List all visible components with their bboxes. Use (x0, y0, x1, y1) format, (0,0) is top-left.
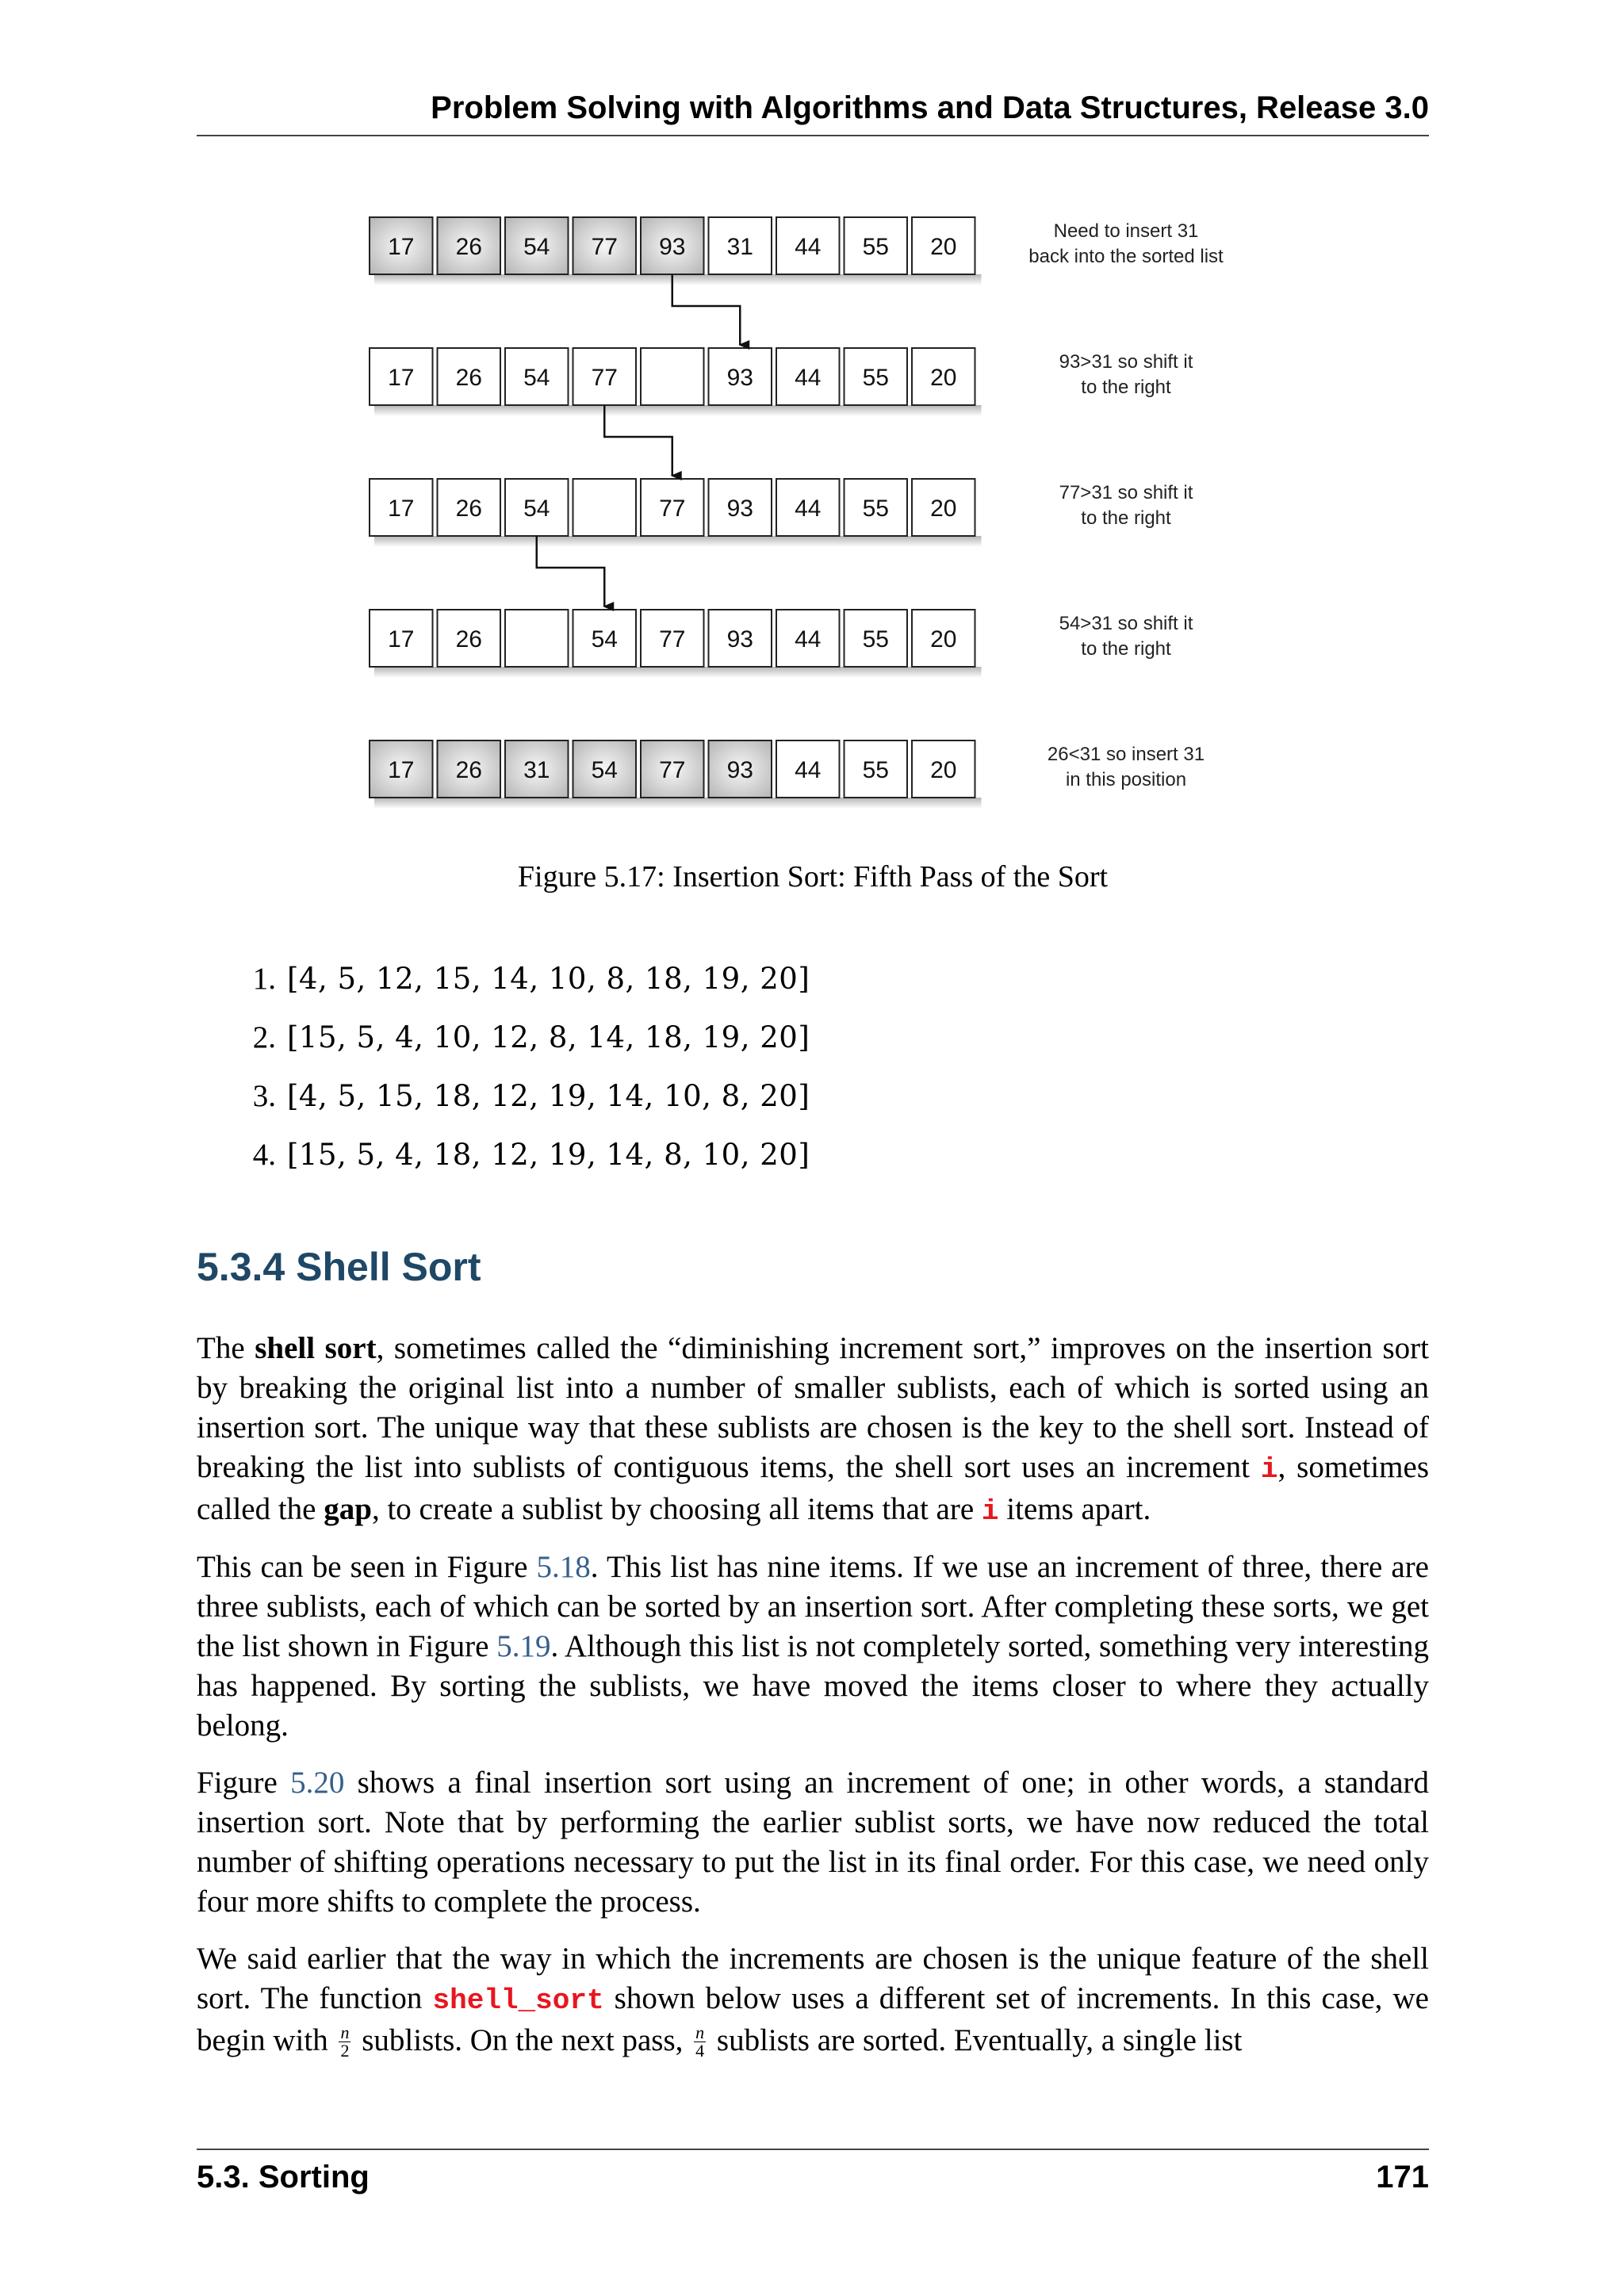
paragraph-sublists (197, 1548, 1429, 1746)
fraction-n-over-4 (694, 2024, 706, 2060)
figure-row (370, 217, 1224, 285)
cell-value: 44 (795, 626, 822, 652)
code-increment-i: i (981, 1495, 999, 1528)
term-shell-sort: shell sort (255, 1331, 377, 1365)
cell-value: 17 (388, 626, 415, 652)
step-annotation: 93>31 so shift it (1059, 351, 1193, 373)
cell-value: 55 (862, 234, 889, 260)
paragraph-final-insertion (197, 1763, 1429, 1922)
fraction-denominator: 4 (695, 2040, 705, 2061)
text-run: sublists are sorted. Eventually, a single list (709, 2023, 1243, 2057)
row-shadow (374, 667, 982, 678)
option-number: 3. (252, 1079, 276, 1113)
cell-value: 17 (388, 234, 415, 260)
list-cell (641, 348, 704, 405)
option-value: [4, 5, 15, 18, 12, 19, 14, 10, 8, 20] (287, 1079, 810, 1113)
text-run: shows a final insertion sort using an increment of one; in other words, a standard insertion sort. Note that by performing the earlier sublist sorts, we have now reduced the total number of shifting operations necessary to put the list in its final order. For this case, we need only four more shifts to complete the process. (197, 1766, 1429, 1919)
cell-value: 55 (862, 365, 889, 391)
step-annotation: to the right (1081, 638, 1171, 660)
cell-value: 54 (523, 365, 550, 391)
cell-value: 17 (388, 757, 415, 783)
row-shadow (374, 405, 982, 416)
row-shadow (374, 798, 982, 809)
cell-value: 44 (795, 757, 822, 783)
page-number: 171 (1376, 2160, 1429, 2195)
fraction-denominator: 2 (340, 2040, 350, 2061)
running-header: Problem Solving with Algorithms and Data Structures, Release 3.0 (431, 90, 1429, 125)
cell-value: 55 (862, 757, 889, 783)
list-item (213, 955, 810, 1014)
option-number: 4. (252, 1138, 276, 1172)
option-value: [15, 5, 4, 18, 12, 19, 14, 8, 10, 20] (287, 1138, 810, 1172)
cell-value: 54 (591, 757, 618, 783)
row-shadow (374, 274, 982, 285)
fraction-numerator: n (695, 2022, 705, 2042)
cell-value: 20 (930, 234, 957, 260)
section-heading (197, 1238, 481, 1295)
option-number: 1. (252, 962, 276, 996)
figure-link-5-20[interactable]: 5.20 (290, 1766, 345, 1800)
text-run: This can be seen in Figure (197, 1550, 537, 1584)
step-annotation: Need to insert 31 (1053, 220, 1199, 242)
header-rule (197, 135, 1429, 136)
cell-value: 26 (455, 757, 482, 783)
cell-value: 54 (523, 234, 550, 260)
cell-value: 93 (726, 496, 753, 522)
cell-value: 26 (455, 365, 482, 391)
text-run: Figure (197, 1766, 291, 1800)
insertion-sort-figure (349, 205, 1269, 831)
figure-row (370, 479, 1193, 547)
cell-value: 44 (795, 496, 822, 522)
list-item (213, 1131, 810, 1190)
cell-value: 44 (795, 365, 822, 391)
figure-row (370, 610, 1193, 678)
cell-value: 17 (388, 496, 415, 522)
figure-caption: Figure 5.17: Insertion Sort: Fifth Pass of the Sort (517, 860, 1109, 894)
cell-value: 20 (930, 757, 957, 783)
option-number: 2. (252, 1020, 276, 1054)
paragraph-increments (197, 1939, 1429, 2061)
cell-value: 31 (726, 234, 753, 260)
text-run: items apart. (998, 1492, 1151, 1526)
step-annotation: to the right (1081, 507, 1171, 529)
step-annotation: in this position (1065, 769, 1187, 790)
code-increment-i: i (1260, 1453, 1278, 1486)
text-run: . This list has nine items. If we use an increment of three, there are three sublists, each of which can be sorted by an insertion sort. After completing these sorts, we get the list shown in Figure (197, 1550, 1429, 1663)
list-item (213, 1073, 810, 1131)
cell-value: 55 (862, 496, 889, 522)
list-item (213, 1014, 810, 1073)
figure-link-5-19[interactable]: 5.19 (496, 1629, 551, 1663)
answer-options-list (213, 955, 810, 1190)
cell-value: 77 (591, 234, 618, 260)
text-run: sublists. On the next pass, (354, 2023, 691, 2057)
cell-value: 26 (455, 626, 482, 652)
text-run: , to create a sublist by choosing all items that are (371, 1492, 982, 1526)
list-cell (505, 610, 569, 667)
cell-value: 55 (862, 626, 889, 652)
cell-value: 77 (591, 365, 618, 391)
step-annotation: back into the sorted list (1028, 246, 1224, 267)
cell-value: 26 (455, 234, 482, 260)
text-run: shown below uses a different set of increments. In this case, we begin with (197, 1981, 1429, 2057)
section-title: Shell Sort (296, 1245, 481, 1289)
cell-value: 93 (726, 626, 753, 652)
option-value: [15, 5, 4, 10, 12, 8, 14, 18, 19, 20] (287, 1020, 810, 1054)
option-value: [4, 5, 12, 15, 14, 10, 8, 18, 19, 20] (287, 962, 810, 996)
step-annotation: 77>31 so shift it (1059, 482, 1193, 503)
cell-value: 54 (523, 496, 550, 522)
figure-link-5-18[interactable]: 5.18 (536, 1550, 591, 1584)
fraction-n-over-2 (339, 2024, 350, 2060)
figure-row (370, 348, 1193, 416)
cell-value: 93 (659, 234, 686, 260)
text-run: We said earlier that the way in which the increments are chosen is the unique feature of the shell sort. The function (197, 1942, 1429, 2015)
text-run: , sometimes called the “diminishing increment sort,” improves on the insertion sort by breaking the original list into a number of smaller sublists, each of which is sorted using an insertion sort. The unique way that these sublists are chosen is the key to the shell sort. Instead of breaking the list into sublists of contiguous items, the shell sort uses an increment (197, 1331, 1430, 1484)
figure-row (370, 740, 1205, 809)
step-annotation: to the right (1081, 377, 1171, 398)
list-cell (573, 479, 637, 536)
cell-value: 17 (388, 365, 415, 391)
cell-value: 44 (795, 234, 822, 260)
cell-value: 20 (930, 626, 957, 652)
cell-value: 77 (659, 496, 686, 522)
text-run: . Although this list is not completely sorted, something very interesting has happened. By sorting the sublists, we have moved the items closer to where they actually belong. (197, 1629, 1429, 1743)
cell-value: 26 (455, 496, 482, 522)
cell-value: 93 (726, 757, 753, 783)
paragraph-shell-sort-intro (197, 1329, 1429, 1532)
footer-rule (197, 2149, 1429, 2150)
cell-value: 20 (930, 365, 957, 391)
cell-value: 77 (659, 626, 686, 652)
cell-value: 54 (591, 626, 618, 652)
fraction-numerator: n (340, 2022, 350, 2042)
cell-value: 20 (930, 496, 957, 522)
term-gap: gap (324, 1492, 372, 1526)
row-shadow (374, 536, 982, 547)
text-run: , sometimes called the (197, 1450, 1429, 1526)
step-annotation: 26<31 so insert 31 (1047, 744, 1205, 765)
cell-value: 77 (659, 757, 686, 783)
cell-value: 93 (726, 365, 753, 391)
code-shell-sort: shell_sort (432, 1984, 604, 2017)
cell-value: 31 (523, 757, 550, 783)
step-annotation: 54>31 so shift it (1059, 613, 1193, 634)
footer-section: 5.3. Sorting (197, 2160, 370, 2195)
section-number: 5.3.4 (197, 1245, 285, 1289)
text-run: The (197, 1331, 255, 1365)
